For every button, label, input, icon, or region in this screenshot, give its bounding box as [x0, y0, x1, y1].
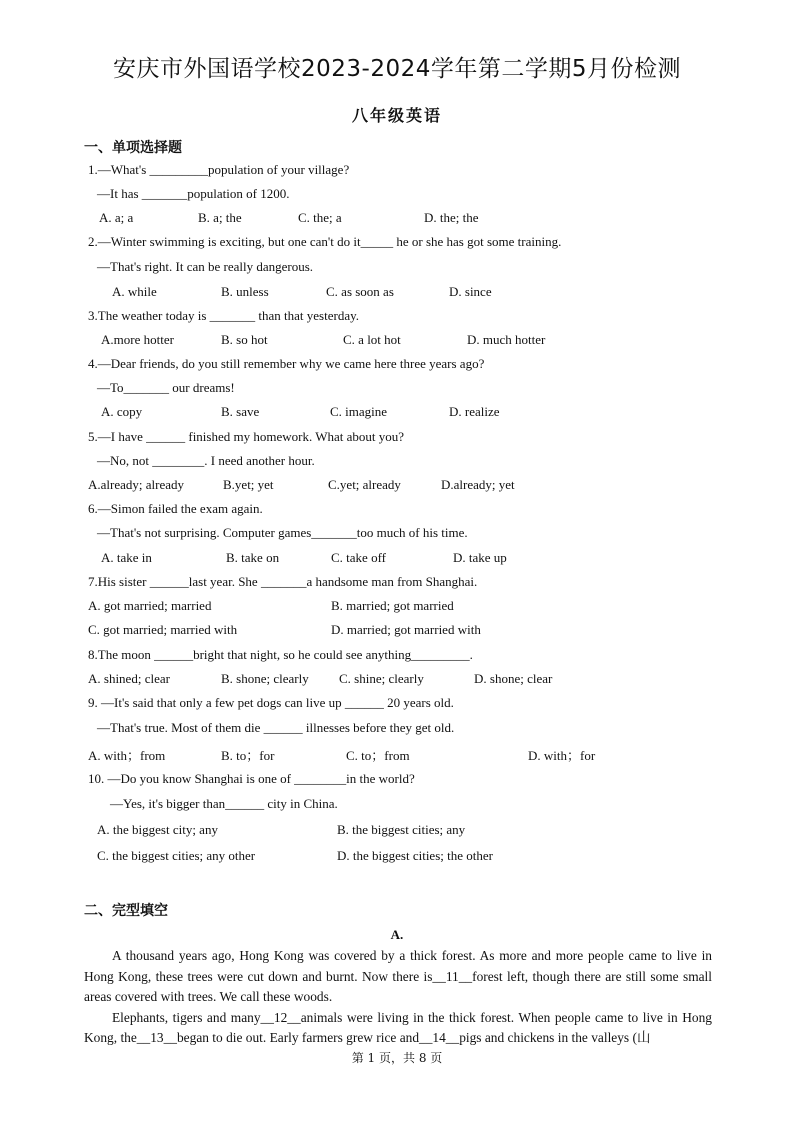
question-1-option-c: C. the; a [298, 210, 342, 225]
question-10-line-2: —Yes, it's bigger than______ city in China. [110, 796, 338, 811]
question-8-option-c: C. shine; clearly [339, 671, 424, 686]
question-5-line-1: 5.—I have ______ finished my homework. What about you? [88, 429, 405, 444]
cloze-passage [84, 946, 712, 1049]
question-9-option-b: B. to；for [221, 748, 275, 763]
question-10-option-a: A. the biggest city; any [97, 822, 218, 837]
question-7-option-d: D. married; got married with [331, 622, 481, 637]
question-1-option-d: D. the; the [424, 210, 479, 225]
question-6-option-b: B. take on [226, 550, 280, 565]
question-8-line-1: 8.The moon ______bright that night, so he could see anything_________. [88, 647, 473, 662]
question-3-option-b: B. so hot [221, 332, 268, 347]
question-6-option-c: C. take off [331, 550, 386, 565]
question-2-line-2: —That's right. It can be really dangerous. [97, 259, 314, 274]
question-5-option-d: D.already; yet [441, 477, 515, 492]
question-7-line-1: 7.His sister ______last year. She _______a handsome man from Shanghai. [88, 574, 478, 589]
question-3-option-a: A.more hotter [101, 332, 174, 347]
passage-paragraph-2: Elephants, tigers and many__12__animals were living in the thick forest. When people came to live in Hong Kong, the__13__began to die out. Early farmers grew rice and__14__pigs and chickens in the valleys (山 [84, 1009, 712, 1046]
question-9-option-a: A. with；from [88, 748, 166, 763]
question-8-option-b: B. shone; clearly [221, 671, 309, 686]
question-1-line-1: 1.—What's _________population of your village? [88, 162, 350, 177]
question-8-option-a: A. shined; clear [88, 671, 170, 686]
exam-subtitle: 八年级英语 [351, 106, 442, 125]
question-10-line-1: 10. —Do you know Shanghai is one of ________in the world? [88, 771, 415, 786]
section-heading-multiple-choice: 一、单项选择题 [84, 140, 182, 156]
question-2-line-1: 2.—Winter swimming is exciting, but one can't do it_____ he or she has got some training. [88, 234, 562, 249]
question-9-line-1: 9. —It's said that only a few pet dogs can live up ______ 20 years old. [88, 695, 454, 710]
exam-title: 安庆市外国语学校2023-2024学年第二学期5月份检测 [113, 56, 681, 82]
passage-paragraph-1: A thousand years ago, Hong Kong was covered by a thick forest. As more and more people came to live in Hong Kong, these trees were cut down and burnt. Now there is__11__forest left, though there are still some small areas covered with trees. We call these woods. [84, 948, 712, 1005]
question-7-option-b: B. married; got married [331, 598, 454, 613]
question-1-line-2: —It has _______population of 1200. [97, 186, 290, 201]
page-footer: 第 1 页，共 8 页 [351, 1051, 443, 1065]
question-8-option-d: D. shone; clear [474, 671, 553, 686]
question-7-option-c: C. got married; married with [88, 622, 238, 637]
question-6-option-a: A. take in [101, 550, 152, 565]
question-10-option-c: C. the biggest cities; any other [97, 848, 256, 863]
question-5-option-b: B.yet; yet [223, 477, 274, 492]
question-4-option-d: D. realize [449, 404, 500, 419]
question-2-option-a: A. while [112, 284, 157, 299]
question-1-option-b: B. a; the [198, 210, 242, 225]
question-5-line-2: —No, not ________. I need another hour. [97, 453, 315, 468]
question-4-option-c: C. imagine [330, 404, 388, 419]
question-10-option-d: D. the biggest cities; the other [337, 848, 493, 863]
question-5-option-c: C.yet; already [328, 477, 401, 492]
question-10-option-b: B. the biggest cities; any [337, 822, 466, 837]
question-9-option-d: D. with；for [528, 748, 596, 763]
question-6-option-d: D. take up [453, 550, 507, 565]
question-2-option-b: B. unless [221, 284, 269, 299]
question-9-option-c: C. to；from [346, 748, 410, 763]
question-2-option-c: C. as soon as [326, 284, 394, 299]
question-3-line-1: 3.The weather today is _______ than that yesterday. [88, 308, 359, 323]
question-6-line-2: —That's not surprising. Computer games_______too much of his time. [97, 525, 468, 540]
question-1-option-a: A. a; a [99, 210, 134, 225]
question-6-line-1: 6.—Simon failed the exam again. [88, 501, 263, 516]
question-9-line-2: —That's true. Most of them die ______ illnesses before they get old. [97, 720, 455, 735]
question-2-option-d: D. since [449, 284, 492, 299]
question-7-option-a: A. got married; married [88, 598, 212, 613]
passage-label: A. [390, 927, 404, 942]
question-3-option-c: C. a lot hot [343, 332, 401, 347]
question-4-option-a: A. copy [101, 404, 143, 419]
question-4-line-2: —To_______ our dreams! [97, 380, 235, 395]
question-5-option-a: A.already; already [88, 477, 185, 492]
question-4-option-b: B. save [221, 404, 260, 419]
question-4-line-1: 4.—Dear friends, do you still remember why we came here three years ago? [88, 356, 485, 371]
question-3-option-d: D. much hotter [467, 332, 546, 347]
section-heading-cloze: 二、完型填空 [84, 903, 168, 919]
